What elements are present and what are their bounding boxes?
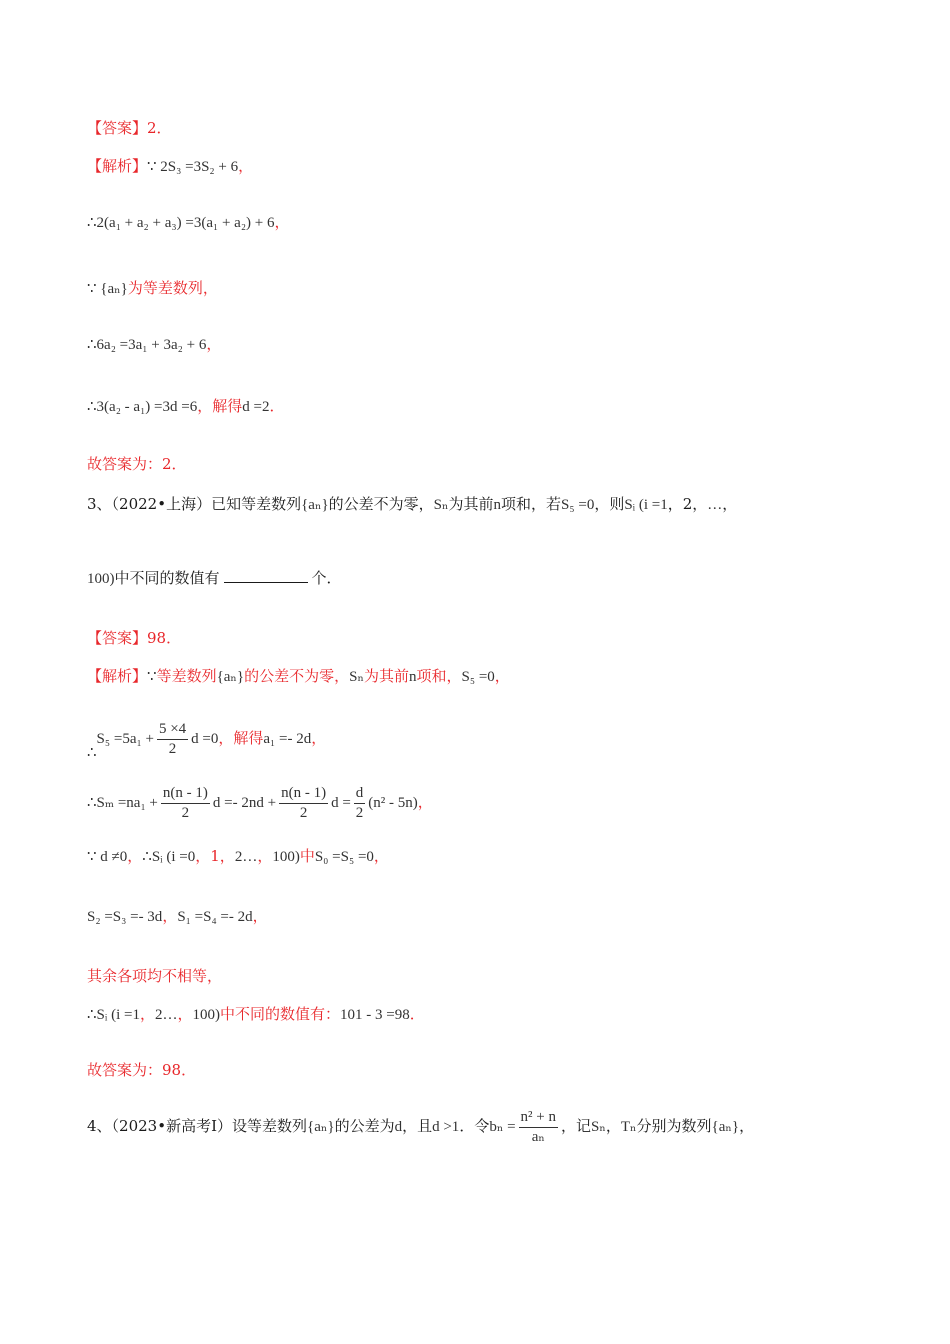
math-expression: S₂ =S₃ =- 3d xyxy=(87,909,163,925)
punctuation: ， xyxy=(417,793,433,811)
math-expression: ∵ xyxy=(147,669,157,685)
math-expression: S₀ =S₅ =0 xyxy=(314,849,374,865)
text: 的公差不为零， xyxy=(328,495,434,513)
punctuation: ， xyxy=(206,335,222,353)
q2-analysis-line-1 xyxy=(87,156,253,177)
answer-blank[interactable] xyxy=(224,568,308,583)
answer-tag: 【答案】 xyxy=(87,119,148,137)
fraction-numerator: 5 ×4 xyxy=(157,720,188,740)
text: ，解得 xyxy=(197,397,243,415)
math-expression: d >1 xyxy=(432,1119,460,1135)
q2-analysis-line-4 xyxy=(87,334,221,355)
answer-value: 98． xyxy=(147,629,182,647)
punctuation: ， xyxy=(252,907,268,925)
q3-stem-line-2 xyxy=(87,568,342,589)
math-expression: Tₙ xyxy=(620,1119,637,1135)
q3-analysis-line-2 xyxy=(87,718,326,773)
q3-stem-line-1 xyxy=(87,494,737,515)
question-number: 4、 xyxy=(87,1117,112,1135)
q2-analysis-line-5 xyxy=(87,396,284,417)
math-expression: (n² - 5n) xyxy=(368,795,418,811)
text: ， xyxy=(139,1005,155,1023)
fraction-denominator: 2 xyxy=(168,741,177,757)
math-expression: ∴Sᵢ (i =0 xyxy=(142,849,196,865)
text: 中不同的数值有 xyxy=(114,569,220,587)
math-expression: ∵ {aₙ} xyxy=(87,281,128,297)
fraction-numerator: n² + n xyxy=(519,1108,558,1128)
math-expression: {aₙ} xyxy=(216,669,245,685)
q4-stem-line-1 xyxy=(87,1106,754,1147)
text: 故答案为：2． xyxy=(87,455,187,473)
fraction-denominator: 2 xyxy=(355,805,364,821)
text: ．令 xyxy=(459,1117,490,1135)
punctuation: ， xyxy=(494,667,510,685)
math-expression: S₅ =0 xyxy=(561,497,595,513)
text: ，解得 xyxy=(218,729,264,747)
math-expression: d xyxy=(394,1119,403,1135)
q2-analysis-line-2 xyxy=(87,212,290,233)
question-number: 3、 xyxy=(87,495,112,513)
punctuation: ， xyxy=(739,1117,755,1135)
math-expression: ∴2(a₁ + a₂ + a₃) =3(a₁ + a₂) + 6 xyxy=(87,215,275,231)
math-expression: ∵ d ≠0 xyxy=(87,849,128,865)
text: ，且 xyxy=(402,1117,433,1135)
math-expression: Sₙ xyxy=(433,497,449,513)
math-expression: S₅ =5a₁ + xyxy=(96,731,154,747)
punctuation: ， xyxy=(238,157,254,175)
math-expression: Sₙ xyxy=(349,669,364,685)
fraction xyxy=(161,784,210,822)
text: ， xyxy=(127,847,143,865)
math-expression: {aₙ} xyxy=(711,1119,740,1135)
q3-analysis-line-3 xyxy=(87,782,433,823)
text: 等差数列 xyxy=(156,667,217,685)
text: 其余各项均不相等， xyxy=(87,967,223,985)
fraction-denominator: 2 xyxy=(299,805,308,821)
punctuation: ． xyxy=(269,397,285,415)
math-expression: 100) xyxy=(192,1007,220,1023)
math-expression: {aₙ} xyxy=(307,1119,335,1135)
fraction xyxy=(354,784,366,822)
text: 中不同的数值有： xyxy=(220,1005,341,1023)
text: ，2， xyxy=(667,495,708,513)
text: 分别为数列 xyxy=(636,1117,712,1135)
text: 为其前 xyxy=(448,495,494,513)
text: ，1， xyxy=(195,847,235,865)
math-expression: bₙ = xyxy=(489,1119,516,1135)
math-expression: ∴Sᵢ (i =1 xyxy=(87,1007,140,1023)
question-source: （2022•上海） xyxy=(111,495,212,513)
math-expression: d =- 2nd + xyxy=(212,795,277,811)
math-expression: 2… xyxy=(154,1007,178,1023)
text: 项和，若 xyxy=(501,495,562,513)
math-expression: a₁ =- 2d xyxy=(263,731,312,747)
text: 设等差数列 xyxy=(232,1117,308,1135)
q2-answer xyxy=(87,118,172,138)
fraction-numerator: d xyxy=(354,784,366,804)
text: 为其前 xyxy=(363,667,409,685)
q3-final-answer xyxy=(87,1060,196,1080)
text: 的公差为 xyxy=(334,1117,395,1135)
answer-tag: 【答案】 xyxy=(87,629,148,647)
text: ，则 xyxy=(594,495,625,513)
punctuation: ， xyxy=(373,847,389,865)
text: ，记 xyxy=(561,1117,592,1135)
text: 项和， xyxy=(416,667,462,685)
q2-analysis-line-3 xyxy=(87,278,218,299)
text: 已知等差数列 xyxy=(211,495,302,513)
fraction-numerator: n(n - 1) xyxy=(279,784,328,804)
math-expression: ∴ xyxy=(87,745,97,761)
q3-answer xyxy=(87,628,181,648)
answer-value: 2． xyxy=(147,119,172,137)
math-expression: 101 - 3 =98 xyxy=(340,1007,410,1023)
text: 中 xyxy=(299,847,315,865)
math-expression: ∵ 2S₃ =3S₂ + 6 xyxy=(147,159,239,175)
punctuation: ， xyxy=(274,213,290,231)
math-expression: ∴Sₘ =na₁ + xyxy=(87,795,158,811)
punctuation: ． xyxy=(409,1005,425,1023)
math-expression: 2… xyxy=(234,849,258,865)
math-expression: d =2 xyxy=(242,399,270,415)
q3-analysis-line-6 xyxy=(87,966,222,986)
analysis-tag: 【解析】 xyxy=(87,667,148,685)
math-expression: ∴6a₂ =3a₁ + 3a₂ + 6 xyxy=(87,337,207,353)
fraction xyxy=(279,784,328,822)
math-expression: d = xyxy=(331,795,351,811)
q3-analysis-line-5 xyxy=(87,906,268,927)
text: ， xyxy=(605,1117,621,1135)
analysis-tag: 【解析】 xyxy=(87,157,148,175)
math-expression: n xyxy=(493,497,502,513)
math-expression: S₁ =S₄ =- 2d xyxy=(177,909,253,925)
text: ， xyxy=(722,495,738,513)
math-expression: n xyxy=(409,669,417,685)
text: 个． xyxy=(311,569,342,587)
math-expression: d =0 xyxy=(191,731,219,747)
question-source: （2023•新高考Ⅰ） xyxy=(111,1117,232,1135)
math-expression: Sᵢ (i =1 xyxy=(624,497,668,513)
text: ， xyxy=(162,907,178,925)
text: 故答案为：98． xyxy=(87,1061,197,1079)
q3-analysis-line-1 xyxy=(87,666,510,687)
punctuation: ， xyxy=(311,729,327,747)
math-expression: 100) xyxy=(272,849,300,865)
math-expression: … xyxy=(707,497,723,513)
q3-analysis-line-4 xyxy=(87,846,389,867)
q2-final-answer xyxy=(87,454,187,474)
math-expression: 100) xyxy=(87,571,115,587)
math-expression: Sₙ xyxy=(591,1119,606,1135)
text: ， xyxy=(177,1005,193,1023)
fraction xyxy=(157,720,188,758)
fraction xyxy=(519,1108,558,1146)
text: 为等差数列， xyxy=(127,279,218,297)
fraction-denominator: aₙ xyxy=(531,1129,545,1145)
q3-analysis-line-7 xyxy=(87,1004,425,1025)
math-expression: {aₙ} xyxy=(301,497,329,513)
fraction-denominator: 2 xyxy=(181,805,190,821)
text: ， xyxy=(257,847,273,865)
text: 的公差不为零， xyxy=(244,667,350,685)
math-expression: ∴3(a₂ - a₁) =3d =6 xyxy=(87,399,198,415)
fraction-numerator: n(n - 1) xyxy=(161,784,210,804)
math-expression: S₅ =0 xyxy=(461,669,495,685)
